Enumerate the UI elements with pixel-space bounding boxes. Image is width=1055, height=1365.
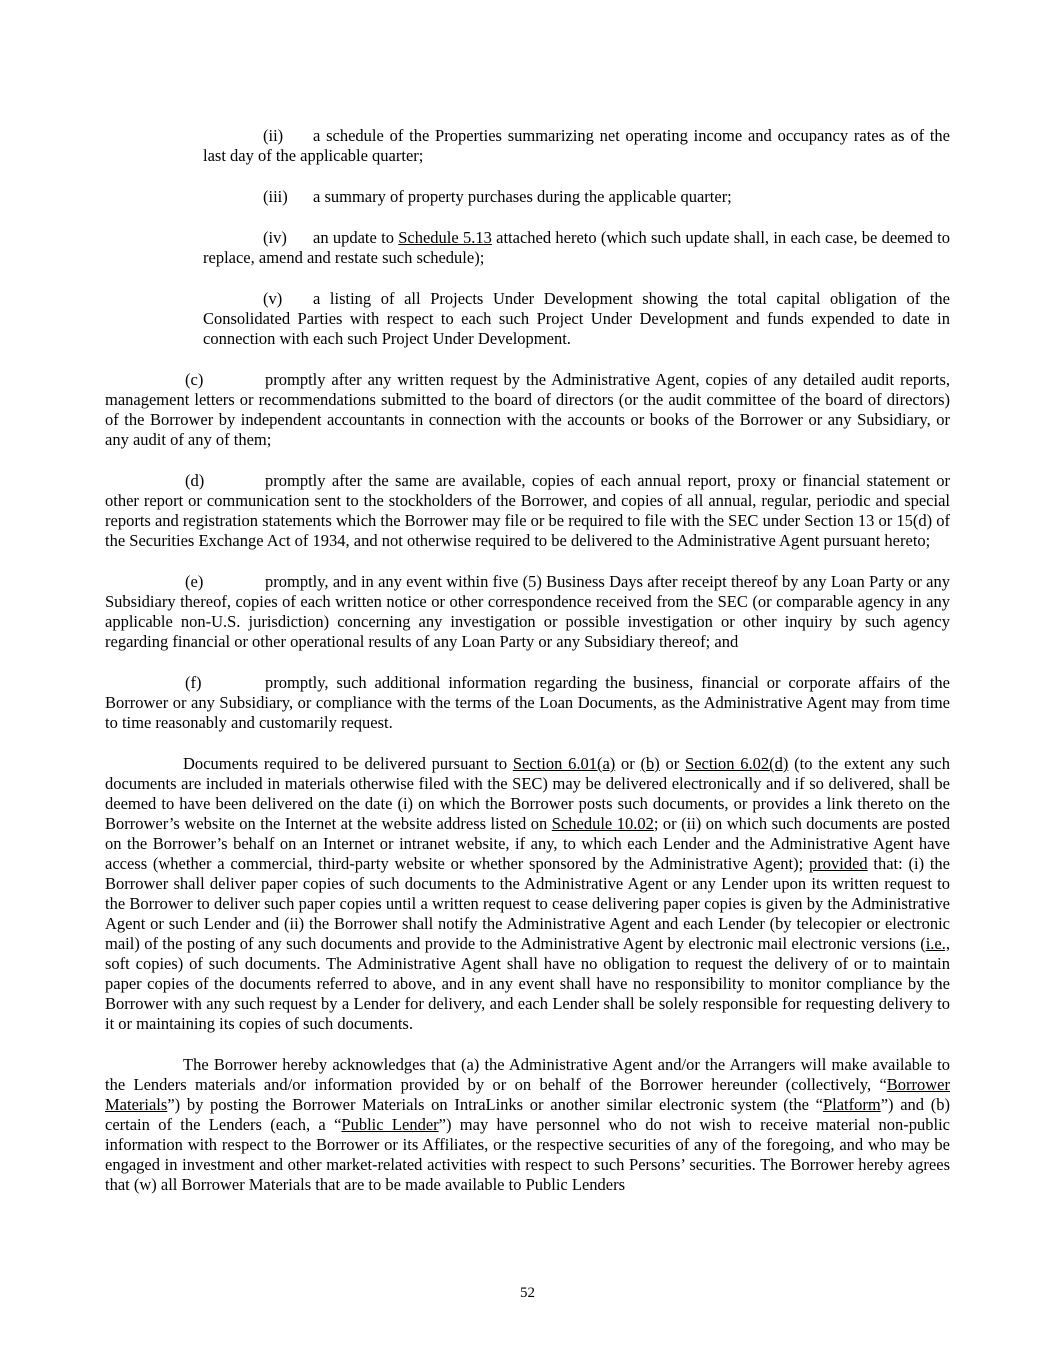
underlined-reference: Platform <box>822 1095 881 1114</box>
text-run: promptly, such additional information regarding the business, financial or corporate affairs of the Borrower or any Subsidiary, or compliance with the terms of the Loan Documents, as the Administrative Agent may from time to time reasonably and customarily request. <box>105 673 950 732</box>
paragraph-label: (v) <box>263 289 283 308</box>
paragraph-d <box>105 471 950 551</box>
underlined-reference: provided <box>808 854 868 873</box>
underlined-reference: Schedule 5.13 <box>398 228 492 247</box>
paragraph-label: (e) <box>185 572 204 591</box>
text-run: a schedule of the Properties summarizing net operating income and occupancy rates as of the last day of the applicable quarter; <box>203 126 950 165</box>
paragraph-label: (ii) <box>263 126 284 145</box>
text-run: that: (i) the Borrower shall deliver paper copies of such documents to the Administrative Agent or any Lender upon its written request to the Borrower to deliver such paper copies until a written request to cease delivering paper copies is given by the Administrative Agent or such Lender and (ii) the Borrower shall notify the Administrative Agent and each Lender (by telecopier or electronic mail) of the posting of any such documents and provide to the Administrative Agent by electronic mail electronic versions ( <box>105 854 950 953</box>
text-run: a summary of property purchases during the applicable quarter; <box>313 187 732 206</box>
text-run: a listing of all Projects Under Development showing the total capital obligation of the Consolidated Parties with respect to each such Project Under Development and funds expended to date in connection with each such Project Under Development. <box>203 289 950 348</box>
text-run: ”) by posting the Borrower Materials on IntraLinks or another similar electronic system (the “ <box>167 1095 823 1114</box>
text-run: The Borrower hereby acknowledges that (a) the Administrative Agent and/or the Arrangers will make available to the Lenders materials and/or information provided by or on behalf of the Borrower hereunder (collectively, “ <box>105 1055 950 1094</box>
paragraph-label: (d) <box>185 471 205 490</box>
text-run: promptly after the same are available, copies of each annual report, proxy or financial statement or other report or communication sent to the stockholders of the Borrower, and copies of all annual, regular, periodic and special reports and registration statements which the Borrower may file or be required to file with the SEC under Section 13 or 15(d) of the Securities Exchange Act of 1934, and not otherwise required to be delivered to the Administrative Agent pursuant hereto; <box>105 471 950 550</box>
paragraph-label: (f) <box>185 673 202 692</box>
text-run: promptly, and in any event within five (5) Business Days after receipt thereof by any Loan Party or any Subsidiary thereof, copies of each written notice or other correspondence received from the SEC (or comparable agency in any applicable non-U.S. jurisdiction) concerning any investigation or possible investigation or other inquiry by such agency regarding financial or other operational results of any Loan Party or any Subsidiary thereof; and <box>105 572 950 651</box>
page-number: 52 <box>520 1285 535 1301</box>
text-run: an update to <box>313 228 399 247</box>
underlined-reference: (b) <box>640 754 660 773</box>
paragraph-body-9 <box>105 1055 950 1195</box>
paragraph-label: (c) <box>185 370 204 389</box>
text-run: ”) may have personnel who do not wish to receive material non-public information with respect to the Borrower or its Affiliates, or the respective securities of any of the foregoing, and who may be engaged in investment and other market-related activities with respect to such Persons’ securities. The Borrower hereby agrees that (w) all Borrower Materials that are to be made available to Public Lenders <box>105 1115 951 1194</box>
text-run: ; or (ii) on which such documents are posted on the Borrower’s behalf on an Internet or intranet website, if any, to which each Lender and the Administrative Agent have access (whether a commercial, third-party website or whether sponsored by the Administrative Agent); <box>105 814 950 873</box>
paragraph-f <box>105 673 950 733</box>
paragraph-iv <box>203 228 950 268</box>
text-run: or <box>659 754 686 773</box>
document-body <box>105 126 950 1195</box>
text-run: soft copies) of such documents. The Administrative Agent shall have no obligation to request the delivery of or to maintain paper copies of the documents referred to above, and in any event shall have no responsibility to monitor compliance by the Borrower with any such request by a Lender for delivery, and each Lender shall be solely responsible for requesting delivery to it or maintaining its copies of such documents. <box>105 954 950 1033</box>
paragraph-e <box>105 572 950 652</box>
paragraph-ii <box>203 126 950 166</box>
text-run: or <box>615 754 641 773</box>
text-run: attached hereto (which such update shall, in each case, be deemed to replace, amend and restate such schedule); <box>203 228 951 267</box>
underlined-reference: Public Lender <box>341 1115 439 1134</box>
text-run: (to the extent any such documents are included in materials otherwise filed with the SEC) may be delivered electronically and if so delivered, shall be deemed to have been delivered on the date (i) on which the Borrower posts such documents, or provides a link thereto on the Borrower’s website on the Internet at the website address listed on <box>105 754 950 833</box>
underlined-reference: Schedule 10.02 <box>551 814 654 833</box>
underlined-reference: i.e., <box>925 934 950 953</box>
text-run: ”) and (b) certain of the Lenders (each, a “ <box>105 1095 950 1134</box>
underlined-reference: Section 6.01(a) <box>512 754 616 773</box>
paragraph-v <box>203 289 950 349</box>
text-run: promptly after any written request by the Administrative Agent, copies of any detailed audit reports, management letters or recommendations submitted to the board of directors (or the audit committee of the board of directors) of the Borrower by independent accountants in connection with the accounts or books of the Borrower or any Subsidiary, or any audit of any of them; <box>105 370 950 449</box>
text-run: Documents required to be delivered pursuant to <box>183 754 513 773</box>
paragraph-label: (iv) <box>263 228 287 247</box>
paragraph-label: (iii) <box>263 187 288 206</box>
underlined-reference: Borrower Materials <box>105 1075 950 1114</box>
paragraph-iii <box>203 187 950 207</box>
paragraph-body-8 <box>105 754 950 1034</box>
paragraph-c <box>105 370 950 450</box>
underlined-reference: Section 6.02(d) <box>685 754 789 773</box>
